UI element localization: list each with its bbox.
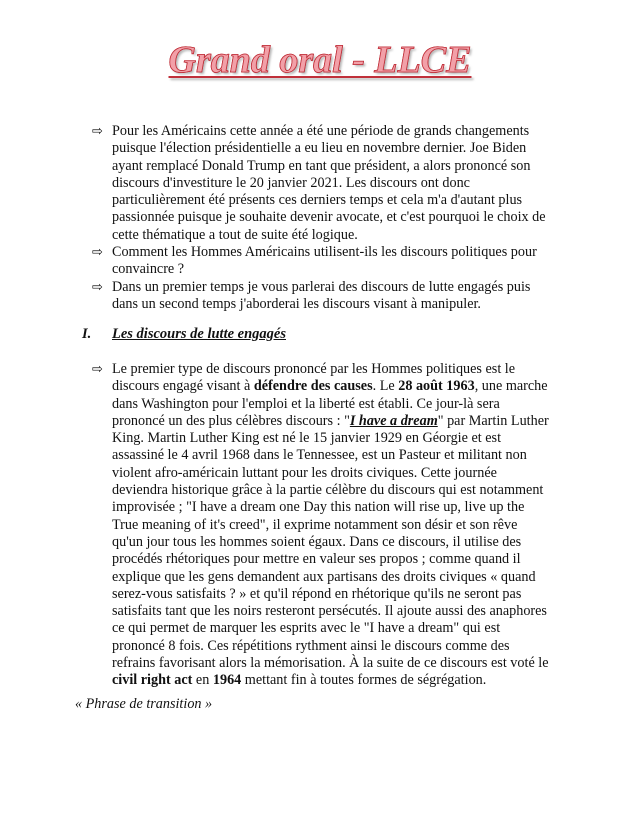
bold-year: 1964 — [212, 672, 242, 689]
speech-title: I have a dream — [349, 412, 438, 429]
list-item — [92, 361, 550, 690]
arrow-right-outline-icon: ⇨ — [92, 362, 103, 377]
section-paragraph — [112, 361, 549, 688]
bold-phrase: civil right act — [112, 672, 193, 689]
section-number: I. — [82, 326, 92, 342]
arrow-right-outline-icon: ⇨ — [92, 124, 103, 139]
text-run: mettant fin à toutes formes de ségrégation. — [241, 672, 487, 689]
plan-announcement: Dans un premier temps je vous parlerai des discours de lutte engagés puis dans un second temps j'aborderai les discours visant à manipuler. — [112, 278, 531, 312]
text-run: en — [192, 672, 213, 689]
text-run: " par Martin Luther King. Martin Luther King est né le 15 janvier 1929 en Géorgie et est assassiné le 4 avril 1968 dans le Tennessee, est un Pasteur et militant non violent afro-américain luttant pour les droits civiques. Cette journée deviendra historique grâce à la partie célèbre du discours qui est notamment improvisée ; "I have a dream one Day this nation will rise up, live up the True meaning of it's creed", il exprime notamment son désir et son rêve qu'un jour tous les hommes soient égaux. Dans ce discours, il utilise des procédés rhétoriques pour mettre en valeur ses propos ; comme quand il explique que les gens demandent aux partisans des droits civiques « quand serez-vous satisfaits ? » et qu'il répond en rhétorique qu'ils ne seront pas satisfaits tant que les noirs resteront persécutés. Il ajoute aussi des anaphores ce qui permet de marquer les esprits avec le "I have a dream" qui est prononcé 8 fois. Ces répétitions rythment ainsi le discours comme des refrains favorisant alors la mémorisation. À la suite de ce discours est voté le — [112, 412, 549, 672]
text-run: Le premier type de discours prononcé par les Hommes politiques est le discours engagé visant à — [112, 361, 516, 395]
list-item — [92, 123, 550, 244]
document-title: Grand oral - LLCE — [168, 39, 472, 81]
list-item — [92, 244, 550, 279]
intro-paragraph: Pour les Américains cette année a été une période de grands changements puisque l'élection présidentielle a eu lieu en novembre dernier. Joe Biden ayant remplacé Donald Trump en tant que président, a alors prononcé son discours d'investiture le 20 janvier 2021. Les discours ont donc particulièrement été présents ces derniers temps et cela m'a d'autant plus passionnée puisque je souhaite devenir avocate, et c'est pourquoi le choix de cette thématique a tout de suite été logique. — [112, 123, 546, 243]
bold-phrase: défendre des causes — [253, 378, 373, 395]
bold-date: 28 août 1963 — [398, 378, 475, 395]
list-item — [92, 279, 550, 314]
arrow-right-outline-icon: ⇨ — [92, 245, 103, 261]
intro-list — [92, 123, 550, 313]
arrow-right-outline-icon: ⇨ — [92, 279, 103, 295]
section-list — [92, 361, 550, 690]
section-title: Les discours de lutte engagés — [112, 326, 286, 342]
section-heading — [82, 326, 286, 343]
text-run: . Le — [372, 378, 399, 395]
transition-phrase: « Phrase de transition » — [75, 696, 213, 712]
problematic-question: Comment les Hommes Américains utilisent-ils les discours politiques pour convaincre ? — [112, 244, 537, 278]
text-run: , une marche dans Washington pour l'emploi et la liberté est établi. Ce jour-là sera prononcé un des plus célèbres discours : " — [112, 378, 548, 429]
